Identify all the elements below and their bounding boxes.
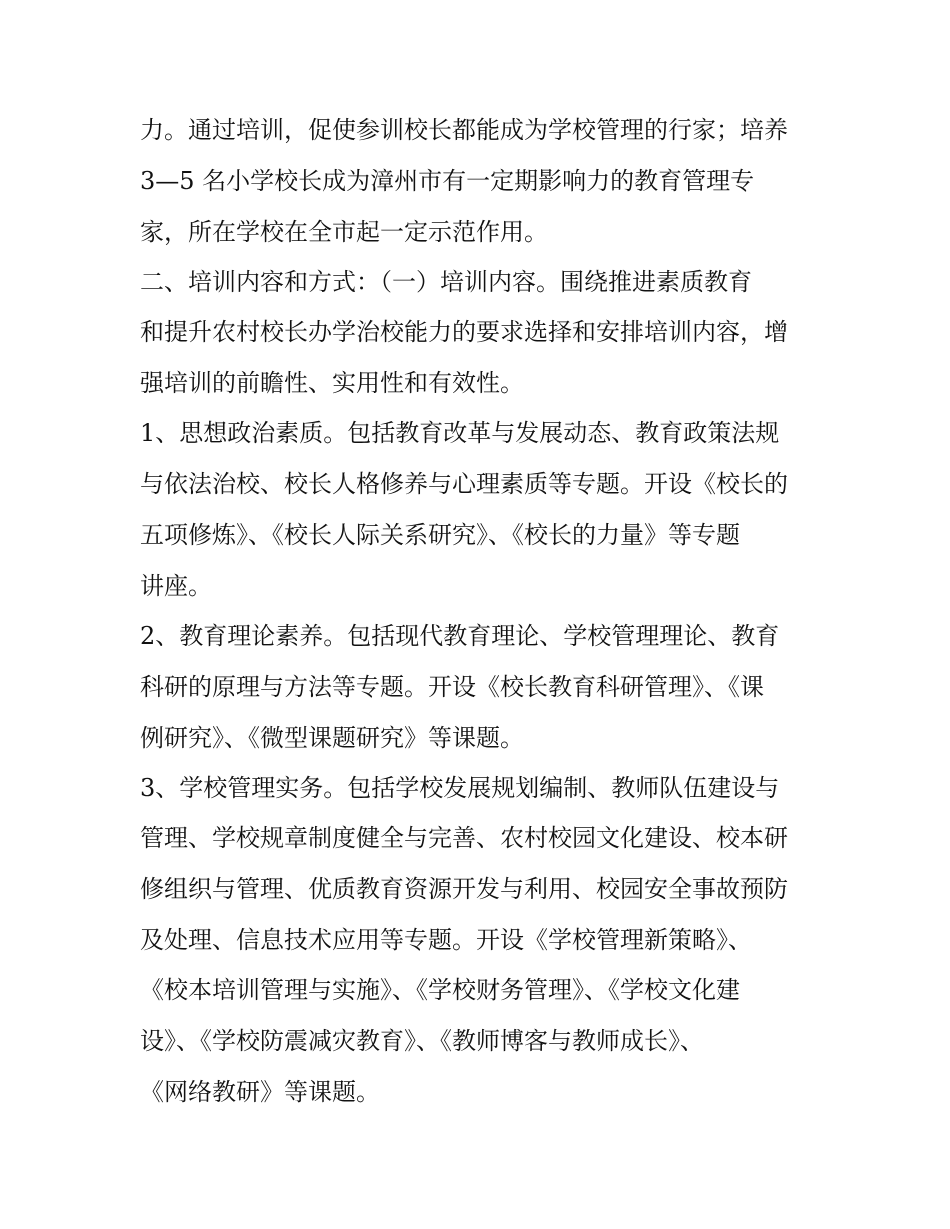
list-item-2-line: 2、教育理论素养。包括现代教育理论、学校管理理论、教育 <box>140 622 780 650</box>
section-heading-line: 二、培训内容和方式：（一）培训内容。围绕推进素质教育 <box>140 268 752 296</box>
text-line: 《校本培训管理与实施》、《学校财务管理》、《学校文化建 <box>140 976 740 1004</box>
text-line: 家，所在学校在全市起一定示范作用。 <box>140 218 548 246</box>
text-line: 力。通过培训，促使参训校长都能成为学校管理的行家；培养 <box>140 116 788 144</box>
text-line: 及处理、信息技术应用等专题。开设《学校管理新策略》、 <box>140 926 752 954</box>
text-line: 管理、学校规章制度健全与完善、农村校园文化建设、校本研 <box>140 824 788 852</box>
text-line: 五项修炼》、《校长人际关系研究》、《校长的力量》等专题 <box>140 521 740 549</box>
text-line: 强培训的前瞻性、实用性和有效性。 <box>140 369 524 397</box>
text-line: 和提升农村校长办学治校能力的要求选择和安排培训内容，增 <box>140 318 788 346</box>
text-line: 与依法治校、校长人格修养与心理素质等专题。开设《校长的 <box>140 470 788 498</box>
text-line: 设》、《学校防震减灾教育》、《教师博客与教师成长》、 <box>140 1027 704 1055</box>
text-line: 讲座。 <box>140 572 212 600</box>
text-line: 科研的原理与方法等专题。开设《校长教育科研管理》、《课 <box>140 673 764 701</box>
text-line: 《网络教研》等课题。 <box>140 1078 380 1106</box>
text-line: 修组织与管理、优质教育资源开发与利用、校园安全事故预防 <box>140 875 788 903</box>
list-item-1-line: 1、思想政治素质。包括教育改革与发展动态、教育政策法规 <box>140 419 780 447</box>
text-line: 例研究》、《微型课题研究》等课题。 <box>140 724 524 752</box>
list-item-3-line: 3、学校管理实务。包括学校发展规划编制、教师队伍建设与 <box>140 774 780 802</box>
text-line: 3—5 名小学校长成为漳州市有一定期影响力的教育管理专 <box>140 167 755 195</box>
